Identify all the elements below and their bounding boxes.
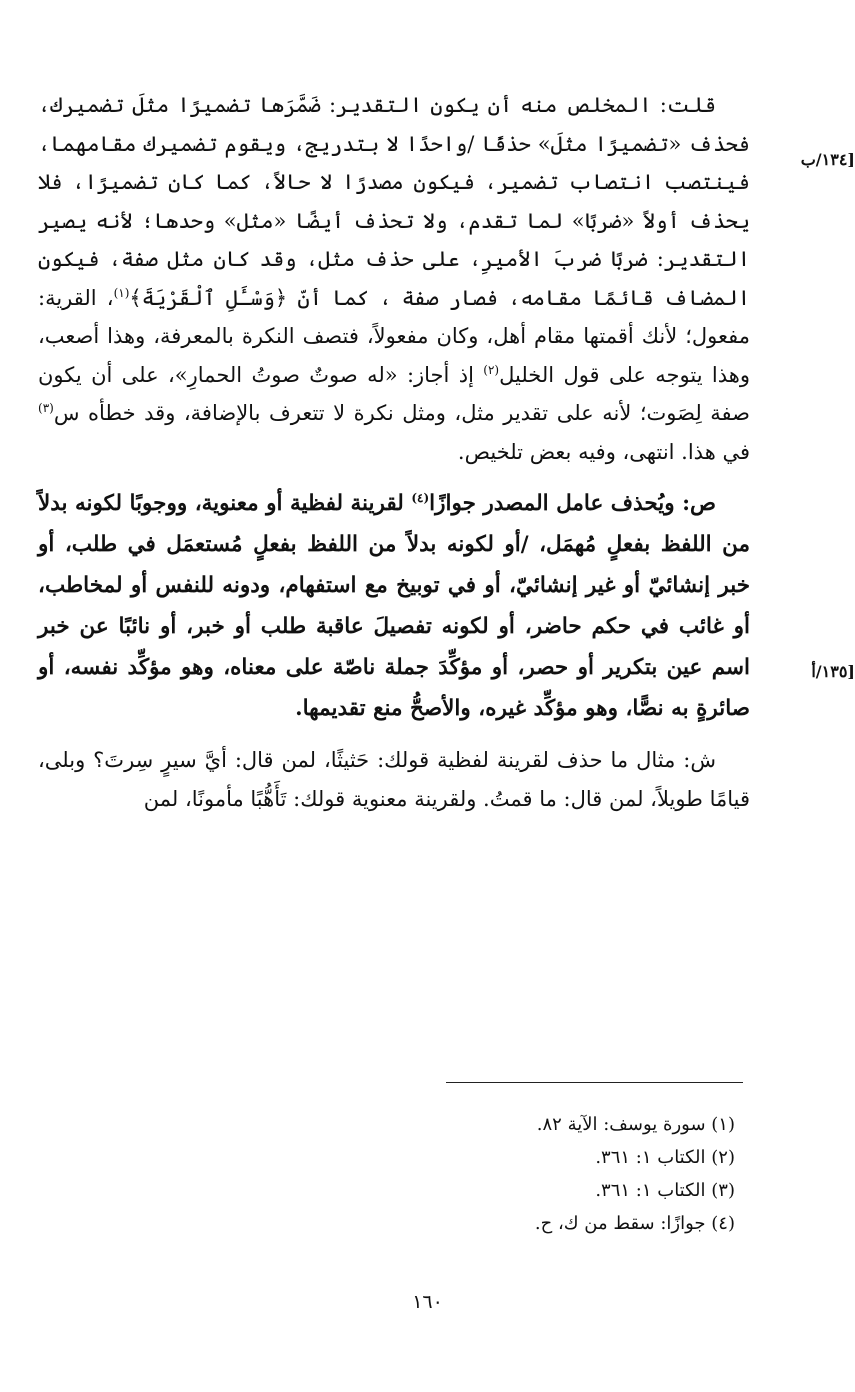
margin-folio-note: [١٣٤/ب	[800, 150, 855, 169]
paragraph-matn: ص: ويُحذف عامل المصدر جوازًا$^{(٤)}$ لقرينة لفظية أو معنوية، ووجوبًا لكونه بدلاً من اللفظ بفعلٍ مُهمَل، /أو لكونه بدلاً من اللفظ بفعلٍ مُستعمَل في طلب، أو خبر إنشائيّ أو غير إنشائيّ، أو في توبيخ مع استفهام، ودونه للنفس أو لمخاطب، أو غائب في حكم حاضر، أو لكونه تفصيلَ عاقبة طلب أو خبر، أو نائبًا عن خبر اسم عين بتكرير أو حصر، أو مؤكِّدَ جملة ناصّة على معناه، وهو مؤكِّد نفسه، أو صائرةٍ به نصًّا، وهو مؤكِّد غيره، والأصحُّ منع تقديمها.	[37, 490, 750, 721]
footnote-ref: (١)	[113, 285, 130, 300]
margin-folio-note: [١٣٥/أ	[811, 662, 855, 681]
page-number: ١٦٠	[412, 1291, 443, 1313]
footnote: (٤) جوازًا: سقط من ك، ح.	[534, 1213, 735, 1234]
footnotes	[535, 1108, 735, 1240]
paragraph-sharh: ش: مثال ما حذف لقرينة لفظية قولك: حَثيثًا، لمن قال: أيَّ سيرٍ سِرتَ؟ وبلى، قيامًا طويلاً، لمن قال: ما قمتُ. ولقرينة معنوية قولك: تَأَهُّبًا مأمونًا، لمن	[38, 748, 750, 811]
footnote-ref: (٤)	[411, 490, 430, 505]
footnote-separator	[446, 1082, 743, 1083]
paragraph-commentary: قلت: المخلص منه أن يكون التقدير: ضَمَّرَها تضميرًا مثلَ تضميرك، فحذف «تضميرًا مثلَ» حذفًا /واحدًا لا بتدريج، ويقوم تضميرك مقامهما، فينتصب انتصاب تضمير، فيكون مصدرًا لا حالاً، كما كان تضميرًا، فلا يحذف أولاً «ضربًا» لما تقدم، ولا تحذف أيضًا «مثل» وحدها؛ لأنه يصير التقدير: ضربًا ضربَ الأميرِ، على حذف مثل، وقد كان مثل صفة، فيكون المضاف قائمًا مقامه، فصار صفة ، كما أنّ ﴿وَسْـَٔلِ ٱلْقَرْيَةَ﴾$^{(١)}$، القرية: مفعول؛ لأنك أقمتها مقام أهل، وكان مفعولاً، فتصف النكرة بالمعرفة، وهذا أصعب، وهذا يتوجه على قول الخليل$^{(٢)}$ إذ أجاز: «له صوتٌ صوتُ الحمارِ»، على أن يكون صفة لِصَوت؛ لأنه على تقدير مثل، ومثل نكرة لا تتعرف بالإضافة، وقد خطأه س$^{(٣)}$ في هذا. انتهى، وفيه بعض تلخيص.	[38, 93, 751, 464]
footnote-ref: (٢)	[483, 362, 500, 377]
footnote: (٢) الكتاب ١: ٣٦١.	[595, 1147, 735, 1168]
footnote: (١) سورة يوسف: الآية ٨٢.	[536, 1114, 735, 1135]
footnote: (٣) الكتاب ١: ٣٦١.	[595, 1180, 735, 1201]
footnote-ref: (٣)	[38, 401, 54, 415]
main-text	[38, 86, 750, 818]
